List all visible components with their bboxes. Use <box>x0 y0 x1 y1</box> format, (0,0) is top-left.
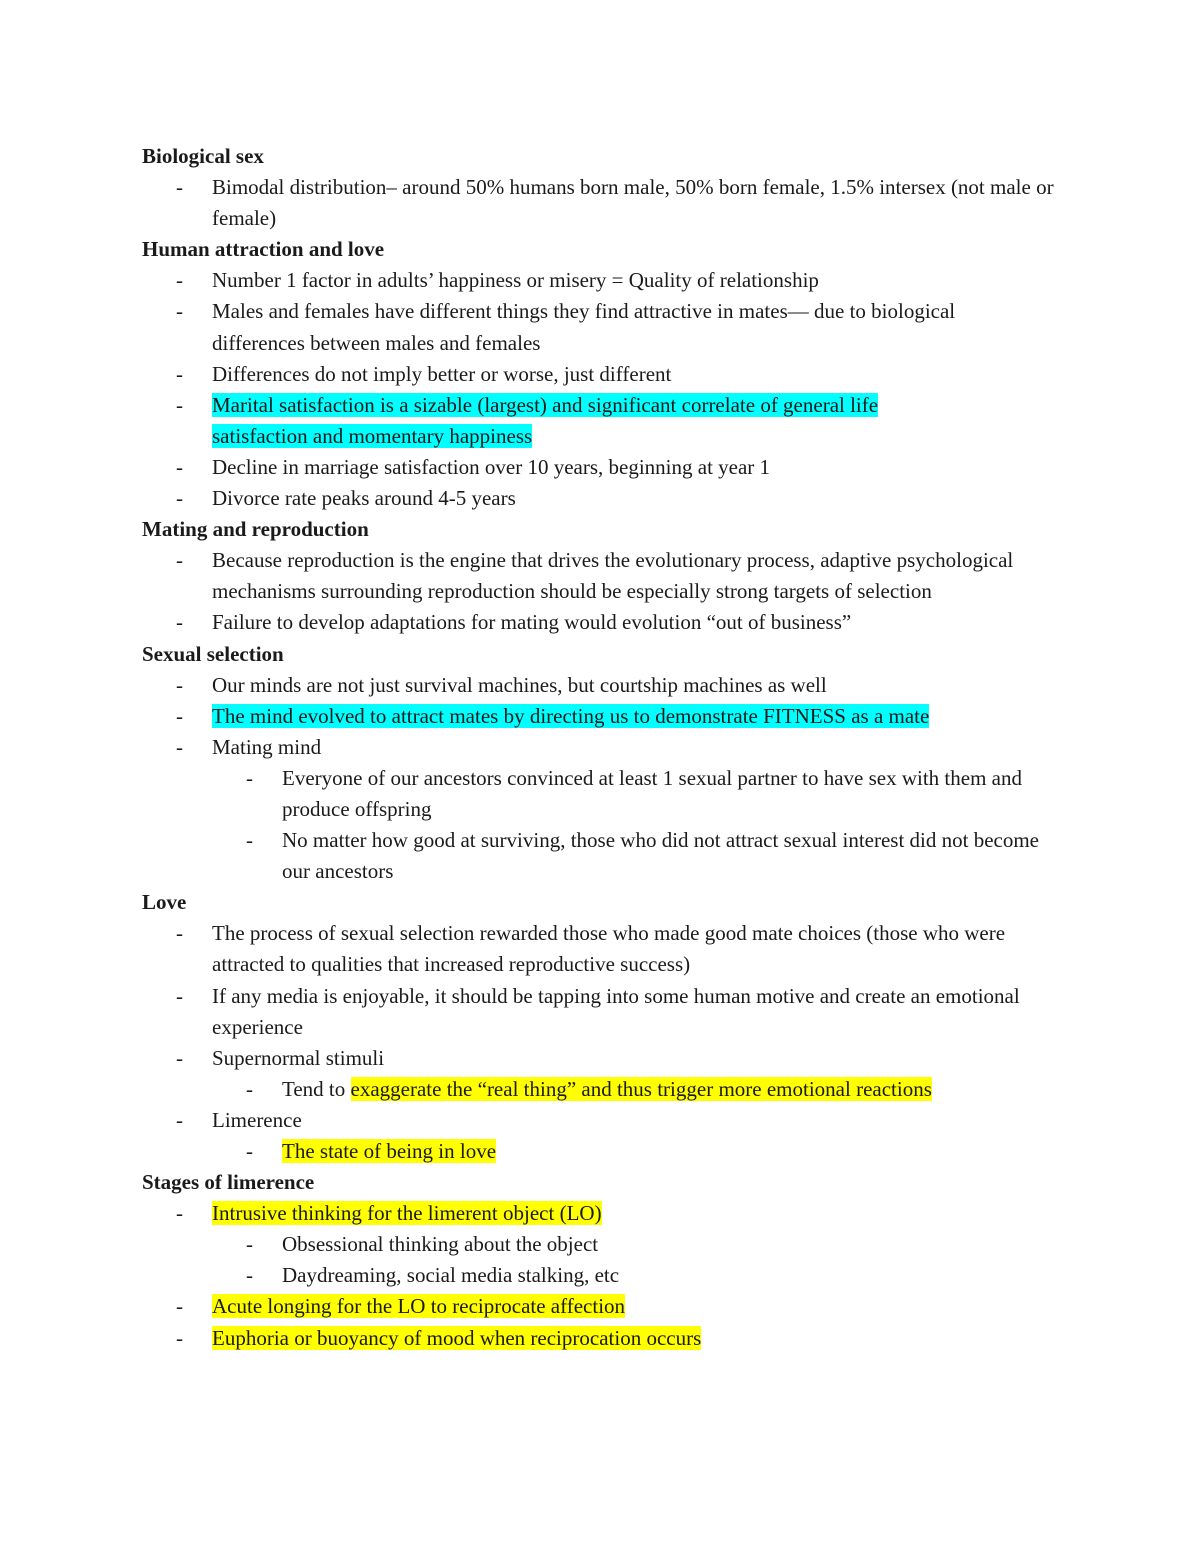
sub-list-item-highlighted <box>142 1136 1072 1167</box>
list-item-text: Daydreaming, social media stalking, etc <box>282 1263 620 1288</box>
dash-bullet: - <box>246 765 253 790</box>
highlighted-text: Acute longing for the LO to reciprocate affection <box>212 1294 626 1319</box>
dash-bullet: - <box>176 672 183 697</box>
heading-love: Love <box>142 890 187 915</box>
list-item-text: The process of sexual selection rewarded those who made good mate choices (those who were attracted to qualities that increased reproductive success) <box>212 921 1006 977</box>
highlighted-text: The mind evolved to attract mates by directing us to demonstrate FITNESS as a mate <box>212 703 930 728</box>
highlighted-text: Marital satisfaction is a sizable (largest) and significant correlate of general life satisfaction and momentary happiness <box>212 392 879 448</box>
list-item-text: Because reproduction is the engine that drives the evolutionary process, adaptive psychological mechanisms surrounding reproduction should be especially strong targets of selection <box>212 548 1014 604</box>
dash-bullet: - <box>246 1263 253 1288</box>
list-item-text: Obsessional thinking about the object <box>282 1232 599 1257</box>
dash-bullet: - <box>246 1076 253 1101</box>
dash-bullet: - <box>176 1294 183 1319</box>
list-item-text: Limerence <box>212 1107 302 1132</box>
heading-sexual-selection: Sexual selection <box>142 641 284 666</box>
list-item <box>142 981 1042 1043</box>
highlighted-text: exaggerate the “real thing” and thus trigger more emotional reactions <box>350 1076 932 1101</box>
list-item-highlighted <box>142 1323 1072 1354</box>
list-item-text: Decline in marriage satisfaction over 10 years, beginning at year 1 <box>212 454 771 479</box>
heading-mating-reproduction: Mating and reproduction <box>142 517 369 542</box>
sub-list-item <box>142 1229 1072 1260</box>
list-item-text: If any media is enjoyable, it should be tapping into some human motive and create an emotional experience <box>212 983 1020 1039</box>
list-item-text: Divorce rate peaks around 4-5 years <box>212 486 516 511</box>
dash-bullet: - <box>176 548 183 573</box>
list-item <box>142 172 1072 234</box>
dash-bullet: - <box>246 828 253 853</box>
dash-bullet: - <box>176 392 183 417</box>
dash-bullet: - <box>176 1107 183 1132</box>
list-item <box>142 452 1072 483</box>
dash-bullet: - <box>176 299 183 324</box>
dash-bullet: - <box>176 703 183 728</box>
dash-bullet: - <box>176 361 183 386</box>
list-item-text: Number 1 factor in adults’ happiness or misery = Quality of relationship <box>212 268 819 293</box>
list-item-text: Males and females have different things they find attractive in mates— due to biological differences between males and females <box>212 299 956 355</box>
list-item <box>142 670 1072 701</box>
list-item-text: No matter how good at surviving, those who did not attract sexual interest did not become our ancestors <box>282 828 1040 884</box>
dash-bullet: - <box>176 734 183 759</box>
sub-list-item <box>142 825 1072 887</box>
list-item-text: Bimodal distribution– around 50% humans born male, 50% born female, 1.5% intersex (not male or female) <box>212 175 1054 231</box>
dash-bullet: - <box>246 1232 253 1257</box>
dash-bullet: - <box>176 1201 183 1226</box>
list-item <box>142 265 1072 296</box>
dash-bullet: - <box>246 1139 253 1163</box>
sub-list-item <box>142 1260 1072 1291</box>
list-item-text: Failure to develop adaptations for mating would evolution “out of business” <box>212 610 852 635</box>
list-item <box>142 1105 1072 1136</box>
list-item-highlighted <box>142 1291 1072 1322</box>
highlighted-text: Euphoria or buoyancy of mood when reciprocation occurs <box>212 1325 702 1350</box>
document-page <box>142 141 1072 1354</box>
list-item-highlighted <box>142 390 972 452</box>
heading-stages-of-limerence: Stages of limerence <box>142 1170 315 1195</box>
list-item-highlighted <box>142 701 1072 732</box>
list-item <box>142 545 1052 607</box>
list-item <box>142 359 1072 390</box>
dash-bullet: - <box>176 268 183 293</box>
list-item-text: Differences do not imply better or worse, just different <box>212 361 672 386</box>
list-item-text: Mating mind <box>212 734 322 759</box>
list-item <box>142 483 1072 514</box>
heading-human-attraction: Human attraction and love <box>142 237 385 262</box>
dash-bullet: - <box>176 610 183 635</box>
list-item-text: Our minds are not just survival machines, but courtship machines as well <box>212 672 827 697</box>
list-item-highlighted <box>142 1198 1072 1229</box>
dash-bullet: - <box>176 1045 183 1070</box>
heading-biological-sex: Biological sex <box>142 144 264 168</box>
dash-bullet: - <box>176 175 183 200</box>
dash-bullet: - <box>176 983 183 1008</box>
list-item-text: Everyone of our ancestors convinced at least 1 sexual partner to have sex with them and produce offspring <box>282 765 1022 821</box>
sub-list-item <box>142 763 1042 825</box>
list-item <box>142 296 1052 358</box>
dash-bullet: - <box>176 486 183 511</box>
dash-bullet: - <box>176 1325 183 1350</box>
list-item-prefix: Tend to <box>282 1076 351 1101</box>
highlighted-text: The state of being in love <box>282 1139 497 1163</box>
list-item <box>142 918 1072 980</box>
list-item-text: Supernormal stimuli <box>212 1045 385 1070</box>
list-item <box>142 732 1072 763</box>
list-item <box>142 1043 1072 1074</box>
highlighted-text: Intrusive thinking for the limerent object (LO) <box>212 1201 602 1226</box>
list-item <box>142 607 1072 638</box>
dash-bullet: - <box>176 921 183 946</box>
sub-list-item-highlighted <box>142 1074 1072 1105</box>
dash-bullet: - <box>176 454 183 479</box>
